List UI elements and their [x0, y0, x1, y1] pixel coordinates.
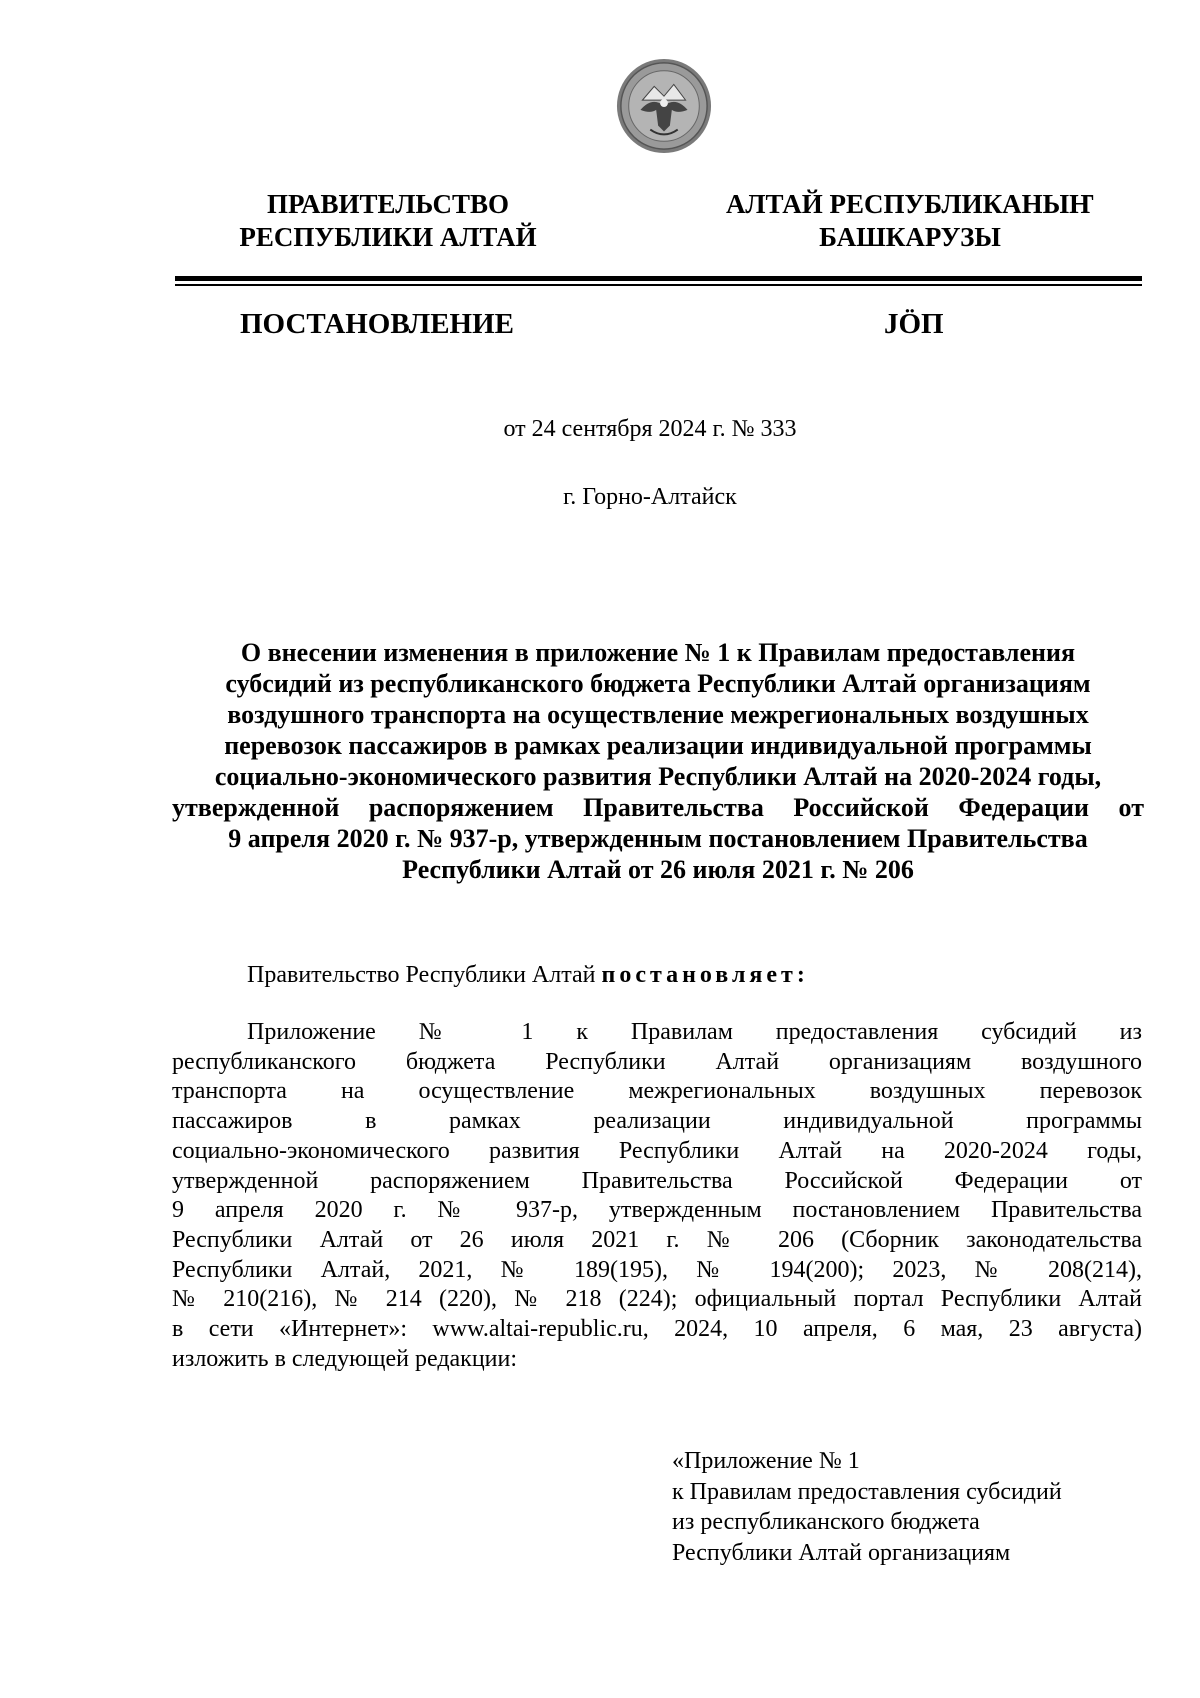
doc-type-altai: ЈӦП — [884, 308, 944, 340]
body-line: Приложение № 1 к Правилам предоставления субсидий из — [247, 1019, 1142, 1045]
title-line: воздушного транспорта на осуществление межрегиональных воздушных — [227, 700, 1089, 729]
decree-prefix: Правительство Республики Алтай — [247, 962, 602, 988]
body-line: Республики Алтай, 2021, № 189(195), № 194(200); 2023, № 208(214), — [172, 1256, 1142, 1283]
date-and-number: от 24 сентября 2024 г. № 333 — [503, 416, 797, 442]
doc-type-russian: ПОСТАНОВЛЕНИЕ — [240, 308, 515, 340]
org-right-line-2: БАШКАРУЗЫ — [819, 222, 1001, 252]
body-paragraph — [172, 1018, 1142, 1374]
body-line: Республики Алтай от 26 июля 2021 г. № 206 (Сборник законодательства — [172, 1226, 1142, 1253]
title-line: О внесении изменения в приложение № 1 к Правилам предоставления — [240, 638, 1076, 667]
body-line: пассажиров в рамках реализации индивидуальной программы — [172, 1108, 1142, 1135]
document-title — [172, 637, 1144, 885]
title-line: Республики Алтай от 26 июля 2021 г. № 206 — [402, 855, 914, 884]
body-line: социально-экономического развития Республики Алтай на 2020-2024 годы, — [172, 1137, 1142, 1164]
annex-line: из республиканского бюджета — [672, 1509, 980, 1535]
title-line: 9 апреля 2020 г. № 937-р, утвержденным постановлением Правительства — [228, 824, 1088, 853]
body-line: № 210(216), № 214 (220), № 218 (224); официальный портал Республики Алтай — [172, 1286, 1142, 1313]
org-left-line-1: ПРАВИТЕЛЬСТВО — [266, 189, 510, 219]
body-line: 9 апреля 2020 г. № 937-р, утвержденным постановлением Правительства — [172, 1197, 1142, 1224]
body-line: изложить в следующей редакции: — [172, 1345, 518, 1372]
body-line: республиканского бюджета Республики Алтай организациям воздушного — [172, 1048, 1142, 1075]
title-line: перевозок пассажиров в рамках реализации индивидуальной программы — [224, 731, 1092, 760]
decree-verb: постановляет: — [601, 962, 809, 988]
annex-line: Республики Алтай организациям — [672, 1539, 1011, 1566]
title-line: социально-экономического развития Республики Алтай на 2020-2024 годы, — [214, 762, 1102, 791]
org-right-line-1: АЛТАЙ РЕСПУБЛИКАНЫҤ — [725, 189, 1095, 219]
annex-line: к Правилам предоставления субсидий — [672, 1478, 1062, 1505]
title-line: утвержденной распоряжением Правительства Российской Федерации от — [172, 793, 1144, 822]
coat-of-arms-icon — [615, 57, 713, 155]
body-line: транспорта на осуществление межрегиональных воздушных перевозок — [172, 1078, 1142, 1105]
title-line: субсидий из республиканского бюджета Республики Алтай организациям — [225, 669, 1091, 698]
city-name: г. Горно-Алтайск — [563, 484, 737, 510]
org-name-altai — [720, 188, 1100, 254]
annex-line: «Приложение № 1 — [672, 1448, 860, 1474]
org-left-line-2: РЕСПУБЛИКИ АЛТАЙ — [239, 222, 537, 252]
annex-header — [672, 1446, 1062, 1568]
decree-statement — [247, 960, 809, 990]
org-name-russian — [238, 188, 538, 254]
header-divider-thick — [175, 276, 1142, 281]
body-line: в сети «Интернет»: www.altai-republic.ru, 2024, 10 апреля, 6 мая, 23 августа) — [172, 1316, 1142, 1343]
header-divider-thin — [175, 284, 1142, 286]
body-line: утвержденной распоряжением Правительства Российской Федерации от — [172, 1167, 1142, 1194]
